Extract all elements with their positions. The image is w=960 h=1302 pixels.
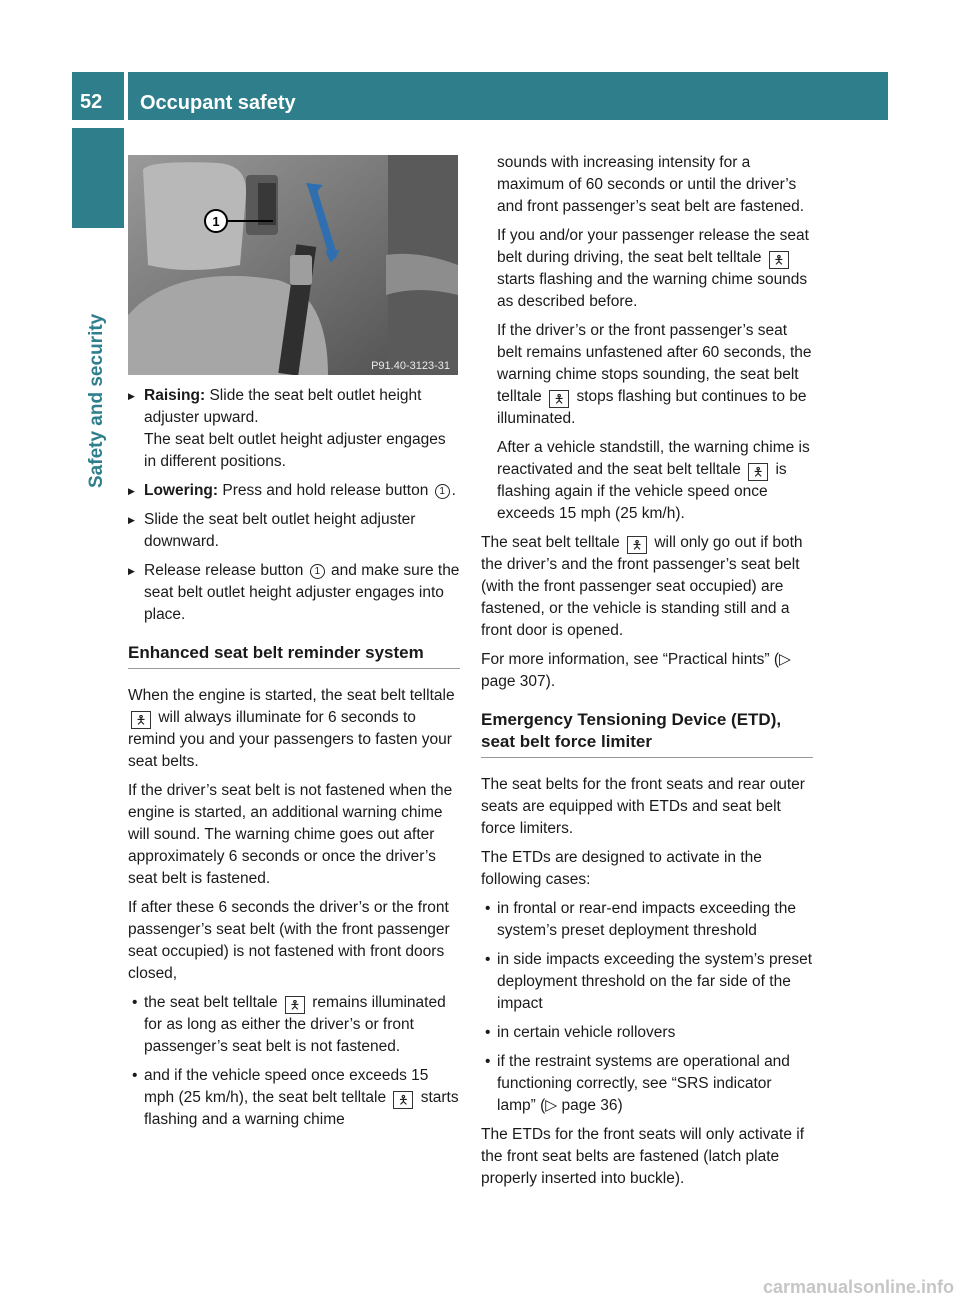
- text: starts flashing and a warning chime: [144, 1089, 459, 1128]
- right-para-5: [481, 532, 813, 642]
- step-lowering-text: Press and hold release button: [222, 482, 429, 499]
- page-ref-arrow-icon: ▷: [545, 1097, 558, 1114]
- page-ref-arrow-icon: ▷: [779, 651, 791, 668]
- left-column: [128, 155, 460, 1138]
- text: if the restraint systems are operational and functioning correctly, see “SRS indicator lamp” (: [497, 1053, 790, 1114]
- step-lowering-end: .: [451, 482, 456, 499]
- right-para-6: [481, 649, 813, 693]
- text: For more information, see “Practical hints” (: [481, 651, 780, 668]
- reminder-para-1: [128, 685, 460, 773]
- step-raising-label: Raising:: [144, 387, 206, 404]
- step-lowering-label: Lowering:: [144, 482, 219, 499]
- step-raising-note: The seat belt outlet height adjuster engages in different positions.: [144, 431, 446, 470]
- list-item: [481, 1051, 813, 1117]
- text: will always illuminate for 6 seconds to remind you and your passengers to fasten your seat belts.: [128, 709, 452, 770]
- page-title: Occupant safety: [128, 72, 888, 120]
- text: ): [617, 1097, 623, 1114]
- etd-para-2: The ETDs are designed to activate in the following cases:: [481, 849, 762, 888]
- list-item: • in certain vehicle rollovers: [481, 1022, 813, 1044]
- text: remains illuminated for as long as either the driver’s or front passenger’s seat belt is not fastened.: [144, 994, 446, 1055]
- photo-code: P91.40-3123-31: [371, 360, 450, 372]
- right-para-4: [481, 437, 813, 525]
- text: ).: [545, 673, 556, 690]
- callout-number: 1: [212, 214, 220, 229]
- seat-belt-photo: [128, 155, 458, 375]
- heading-seat-belt-reminder: Enhanced seat belt reminder system: [128, 642, 460, 669]
- page-ref-link[interactable]: page 307: [481, 673, 546, 690]
- text: and if the vehicle speed once exceeds 15 mph (25 km/h), the seat belt telltale: [144, 1067, 429, 1106]
- text: will only go out if both the driver’s and the front passenger’s seat belt (with the front passenger seat occupied) are fastened, or the vehicle is standing still and a front door is opened.: [481, 534, 803, 639]
- step-raising: [128, 385, 460, 473]
- seat-belt-telltale-icon: 🯅: [627, 536, 647, 554]
- reminder-para-2: If the driver’s seat belt is not fastened when the engine is started, an additional warning chime will sound. The warning chime goes out after approximately 6 seconds or once the driver’s seat belt is fastened.: [128, 782, 453, 887]
- seat-belt-telltale-icon: 🯅: [769, 251, 789, 269]
- seat-belt-telltale-icon: 🯅: [549, 390, 569, 408]
- seat-belt-telltale-icon: 🯅: [131, 711, 151, 729]
- etd-para-3: The ETDs for the front seats will only activate if the front seat belts are fastened (latch plate properly inserted into buckle).: [481, 1126, 805, 1187]
- text: When the engine is started, the seat belt telltale: [128, 687, 455, 704]
- text: If you and/or your passenger release the seat belt during driving, the seat belt telltale: [497, 227, 809, 266]
- right-para-1: sounds with increasing intensity for a maximum of 60 seconds or until the driver’s and front passenger’s seat belt are fastened.: [497, 154, 805, 215]
- etd-para-1: The seat belts for the front seats and rear outer seats are equipped with ETDs and seat belt force limiters.: [481, 776, 805, 837]
- section-label: Safety and security: [86, 313, 107, 488]
- text: After a vehicle standstill, the warning chime is reactivated and the seat belt telltale: [497, 439, 810, 478]
- text: the seat belt telltale: [144, 994, 278, 1011]
- callout-1-icon: 1: [310, 564, 325, 579]
- right-para-3: [481, 320, 813, 430]
- step-release: [128, 560, 460, 626]
- text: If the driver’s or the front passenger’s seat belt remains unfastened after 60 seconds, the warning chime stops sounding, the seat belt telltale: [497, 322, 812, 405]
- list-item: [128, 992, 460, 1058]
- page-number: 52: [72, 72, 124, 120]
- seat-belt-telltale-icon: 🯅: [393, 1091, 413, 1109]
- callout-1-icon: 1: [435, 484, 450, 499]
- reminder-para-3: If after these 6 seconds the driver’s or the front passenger’s seat belt (with the front passenger seat occupied) is not fastened with front doors closed,: [128, 899, 450, 982]
- text: stops flashing but continues to be illuminated.: [497, 388, 807, 427]
- step-slide-down-text: Slide the seat belt outlet height adjuster downward.: [144, 511, 416, 550]
- step-lowering: [128, 480, 460, 502]
- text: starts flashing and the warning chime sounds as described before.: [497, 271, 808, 310]
- right-para-2: [481, 225, 813, 313]
- step-release-text-post: and make sure the seat belt outlet height adjuster engages into place.: [144, 562, 460, 623]
- heading-etd: Emergency Tensioning Device (ETD), seat belt force limiter: [481, 709, 813, 758]
- step-slide-down: [128, 509, 460, 553]
- seat-belt-telltale-icon: 🯅: [748, 463, 768, 481]
- right-column: [481, 152, 813, 1197]
- list-item: [128, 1065, 460, 1131]
- page-ref-link[interactable]: page 36: [561, 1097, 618, 1114]
- text: The seat belt telltale: [481, 534, 620, 551]
- text: is flashing again if the vehicle speed once exceeds 15 mph (25 km/h).: [497, 461, 787, 522]
- step-release-text-pre: Release release button: [144, 562, 304, 579]
- list-item: • in frontal or rear-end impacts exceeding the system’s preset deployment threshold: [481, 898, 813, 942]
- watermark: carmanualsonline.info: [762, 1277, 954, 1297]
- step-raising-text: Slide the seat belt outlet height adjuster upward.: [144, 387, 422, 426]
- list-item: • in side impacts exceeding the system’s preset deployment threshold on the far side of the impact: [481, 949, 813, 1015]
- seat-belt-telltale-icon: 🯅: [285, 996, 305, 1014]
